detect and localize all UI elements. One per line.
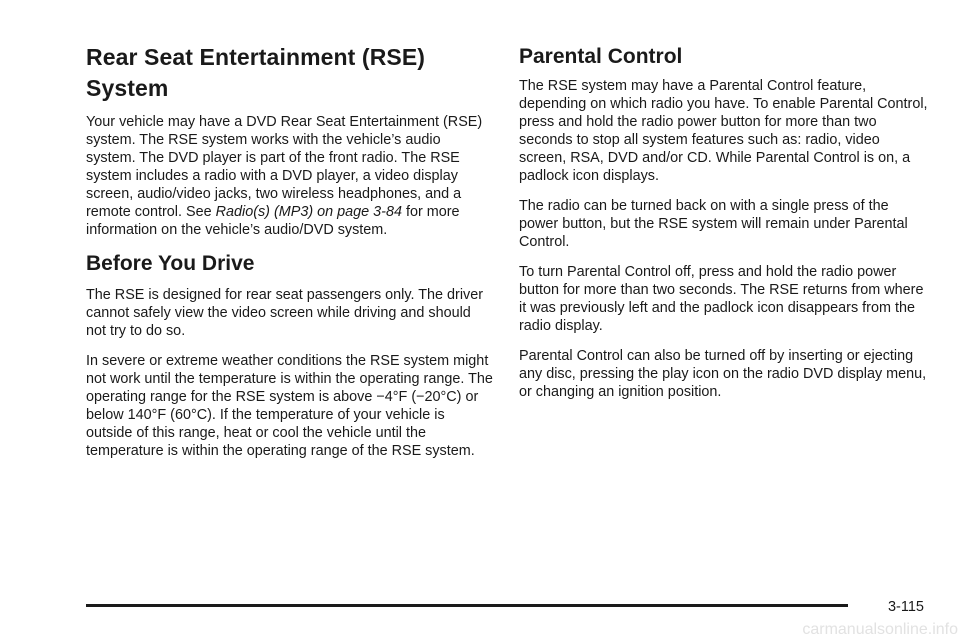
left-column [86,42,494,472]
watermark: carmanualsonline.info [802,621,958,638]
right-column [519,44,929,413]
intro-paragraph [86,113,494,239]
parental-control-paragraph-2: The radio can be turned back on with a single press of the power button, but the RSE system will remain under Parental Control. [519,198,908,250]
parental-control-paragraph-3: To turn Parental Control off, press and hold the radio power button for more than two seconds. The RSE returns from where it was previously left and the padlock icon disappears from the radio display. [519,264,924,334]
parental-control-paragraph-4: Parental Control can also be turned off by inserting or ejecting any disc, pressing the play icon on the radio DVD display menu, or changing an ignition position. [519,348,927,400]
before-drive-paragraph-1: The RSE is designed for rear seat passengers only. The driver cannot safely view the video screen while driving and should not try to do so. [86,287,484,339]
cross-reference-link[interactable]: Radio(s) (MP3) on page 3-84 [215,204,402,220]
parental-control-paragraph-1: The RSE system may have a Parental Control feature, depending on which radio you have. To enable Parental Control, press and hold the radio power button for more than two seconds to stop all system features such as: radio, video screen, RSA, DVD and/or CD. While Parental Control is on, a padlock icon displays. [519,78,928,184]
intro-text-after: for more information on the vehicle’s audio/DVD system. [86,204,460,238]
parental-control-heading: Parental Control [519,45,683,68]
section-title: Rear Seat Entertainment (RSE) System [86,44,426,101]
before-you-drive-heading: Before You Drive [86,252,255,275]
footer-rule [86,604,848,607]
page-number: 3-115 [887,599,924,615]
intro-text-before: Your vehicle may have a DVD Rear Seat Entertainment (RSE) system. The RSE system works with the vehicle’s audio system. The DVD player is part of the front radio. The RSE system includes a radio with a DVD player, a video display screen, audio/video jacks, two wireless headphones, and a remote control. See [86,114,483,220]
before-drive-paragraph-2: In severe or extreme weather conditions the RSE system might not work until the temperature is within the operating range. The operating range for the RSE system is above −4°F (−20°C) or below 140°F (60°C). If the temperature of your vehicle is outside of this range, heat or cool the vehicle until the temperature is within the operating range of the RSE system. [86,353,493,459]
